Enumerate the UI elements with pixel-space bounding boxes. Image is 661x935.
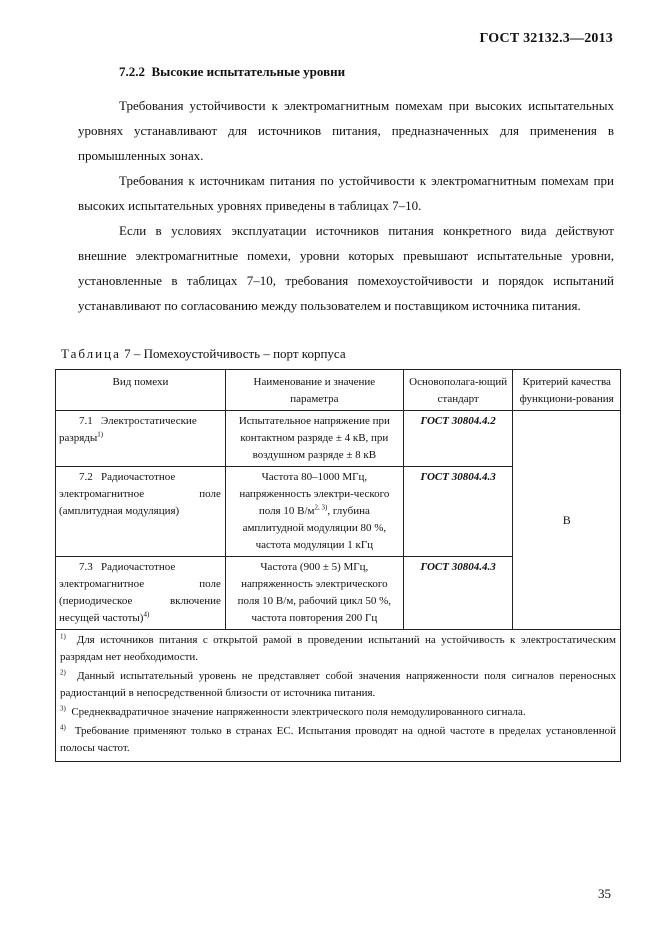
parameter-cell [225, 557, 403, 630]
table-caption-text: 7 – Помехоустойчивость – порт корпуса [124, 346, 346, 361]
header-criterion: Критерий качества функциони-рования [513, 370, 621, 411]
kind-cell [56, 557, 226, 630]
body-paragraph-1 [78, 93, 614, 168]
table-note [60, 668, 616, 702]
parameter-cell [225, 411, 403, 467]
standard-cell: ГОСТ 30804.4.2 [403, 411, 513, 467]
table-caption-label: Таблица [61, 346, 121, 361]
header-parameter: Наименование и значение параметра [225, 370, 403, 411]
table-row [56, 411, 621, 467]
parameter-cell [225, 467, 403, 557]
table-note [60, 704, 616, 721]
note-text: Требование применяют только в странах ЕС. Испытания проводят на одной частоте в пределах установленной полосы частот. [60, 725, 616, 754]
table-header-row [56, 370, 621, 411]
note-mark: 1) [60, 632, 66, 641]
kind-text: Радиочастотное электромагнитное поле (амплитудная модуляция) [59, 471, 221, 517]
row-number: 7.1 [79, 415, 93, 427]
kind-cell [56, 467, 226, 557]
kind-text: Радиочастотное электромагнитное поле (периодическое включение несущей частоты) [59, 561, 221, 624]
table-notes [56, 630, 621, 762]
page-number: 35 [598, 886, 611, 901]
section-title: Высокие испытательные уровни [151, 64, 346, 79]
paragraph-text: Требования к источникам питания по устойчивости к электромагнитным помехам при высоких испытательных уровнях приведены в таблицах 7–10. [78, 173, 614, 213]
note-mark: 2) [60, 668, 66, 677]
table-note [60, 723, 616, 757]
paragraph-text: Если в условиях эксплуатации источников питания конкретного вида действуют внешние электромагнитные помехи, уровни которых превышают испытательные уровни, установленные в таблицах 7–10, требования помехоустойчивости и порядок испытаний устанавливают по согласованию между пользователем и поставщиком источника питания. [78, 223, 614, 313]
footnote-mark: 2, 3) [314, 503, 328, 512]
parameter-text: Испытательное напряжение при контактном разряде ± 4 кВ, при воздушном разряде ± 8 кВ [238, 415, 390, 461]
parameter-text-continued: , глубина амплитудной модуляции 80 %, частота модуляции 1 кГц [242, 505, 387, 551]
note-mark: 3) [60, 704, 66, 713]
immunity-table [55, 369, 621, 762]
row-number: 7.3 [79, 561, 93, 573]
section-number: 7.2.2 [119, 64, 145, 79]
note-mark: 4) [60, 723, 66, 732]
note-text: Для источников питания с открытой рамой в проведении испытаний на устойчивость к электростатическим разрядам нет необходимости. [60, 634, 617, 663]
header-kind: Вид помехи [56, 370, 226, 411]
paragraph-text: Требования устойчивости к электромагнитным помехам при высоких испытательных уровнях устанавливают для источников питания, предназначенных для применения в промышленных зонах. [78, 98, 614, 163]
parameter-text: Частота (900 ± 5) МГц, напряженность электрического поля 10 В/м, рабочий цикл 50 %, частота повторения 200 Гц [237, 561, 392, 624]
parameter-text: Частота 80–1000 МГц, напряженность электри-ческого поля 10 В/м [239, 471, 390, 517]
kind-cell [56, 411, 226, 467]
table-note [60, 632, 616, 666]
kind-text: Электростатические разряды [59, 415, 197, 444]
table-notes-row [56, 630, 621, 762]
section-heading [119, 64, 345, 80]
footnote-mark: 1) [97, 430, 104, 439]
document-header: ГОСТ 32132.3—2013 [479, 31, 613, 46]
body-paragraph-2 [78, 168, 614, 218]
criterion-cell: В [513, 411, 621, 630]
row-number: 7.2 [79, 471, 93, 483]
note-text: Данный испытательный уровень не представляет собой значения напряженности поля сигналов переносных радиостанций в непосредственной близости от источника питания. [60, 670, 616, 699]
standard-cell: ГОСТ 30804.4.3 [403, 557, 513, 630]
note-text: Среднеквадратичное значение напряженности электрического поля немодулированного сигнала. [71, 706, 526, 718]
body-paragraph-3 [78, 218, 614, 318]
standard-cell: ГОСТ 30804.4.3 [403, 467, 513, 557]
header-standard: Основополага-ющий стандарт [403, 370, 513, 411]
footnote-mark: 4) [143, 610, 150, 619]
table-caption [61, 346, 346, 362]
